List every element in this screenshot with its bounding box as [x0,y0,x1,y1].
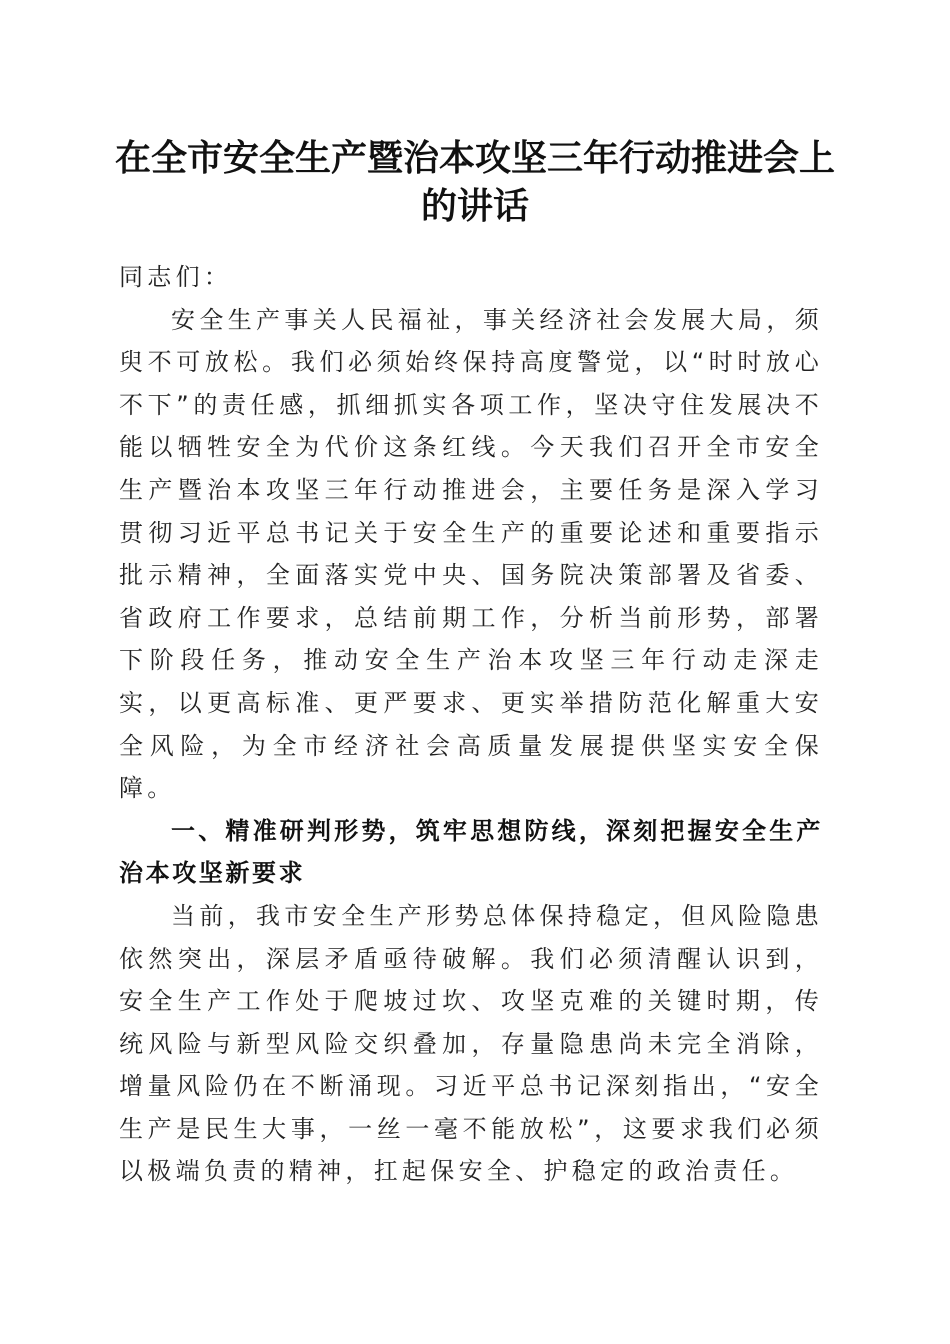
intro-paragraph: 安全生产事关人民福祉，事关经济社会发展大局，须臾不可放松。我们必须始终保持高度警觉，以“时时放心不下”的责任感，抓细抓实各项工作，坚决守住发展决不能以牺牲安全为代价这条红线。今天我们召开全市安全生产暨治本攻坚三年行动推进会，主要任务是深入学习贯彻习近平总书记关于安全生产的重要论述和重要指示批示精神，全面落实党中央、国务院决策部署及省委、省政府工作要求，总结前期工作，分析当前形势，部署下阶段任务，推动安全生产治本攻坚三年行动走深走实，以更高标准、更严要求、更实举措防范化解重大安全风险，为全市经济社会高质量发展提供坚实安全保障。 [119,305,823,803]
section-paragraph: 当前，我市安全生产形势总体保持稳定，但风险隐患依然突出，深层矛盾亟待破解。我们必须清醒认识到，安全生产工作处于爬坡过坎、攻坚克难的关键时期，传统风险与新型风险交织叠加，存量隐患尚未完全消除，增量风险仍在不断涌现。习近平总书记深刻指出，“安全生产是民生大事，一丝一毫不能放松”，这要求我们必须以极端负责的精神，扛起保安全、护稳定的政治责任。 [119,901,823,1186]
document-body [119,256,823,1193]
document-title: 在全市安全生产暨治本攻坚三年行动推进会上的讲话 [114,137,835,227]
salutation: 同志们： [119,263,233,291]
section-heading: 一、精准研判形势，筑牢思想防线，深刻把握安全生产治本攻坚新要求 [119,816,823,888]
